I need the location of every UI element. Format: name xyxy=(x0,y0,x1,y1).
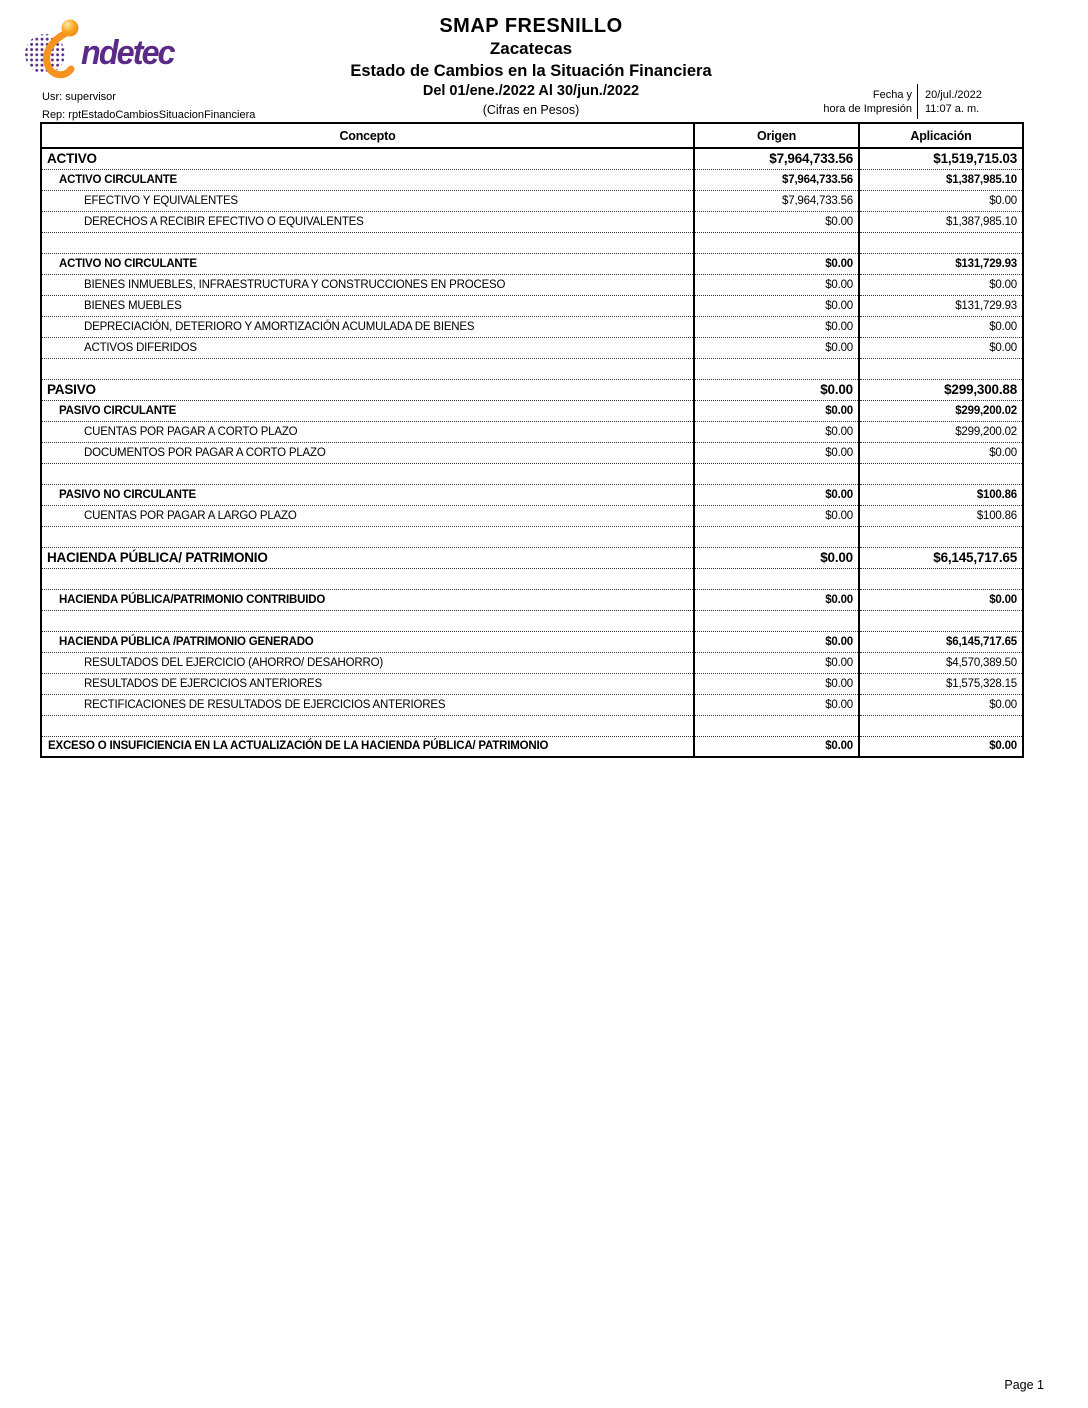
cell-aplicacion: $6,145,717.65 xyxy=(859,547,1023,568)
cell-origen: $0.00 xyxy=(694,211,859,232)
table-row-empty xyxy=(41,526,1023,547)
table-row-empty xyxy=(41,358,1023,379)
cell-origen: $0.00 xyxy=(694,421,859,442)
cell-origen xyxy=(694,232,859,253)
cell-aplicacion xyxy=(859,526,1023,547)
cell-origen: $0.00 xyxy=(694,379,859,400)
cell-origen xyxy=(694,568,859,589)
cell-aplicacion: $131,729.93 xyxy=(859,295,1023,316)
table-row xyxy=(41,295,1023,316)
cell-aplicacion: $0.00 xyxy=(859,442,1023,463)
column-header-aplicacion: Aplicación xyxy=(859,123,1023,148)
cell-aplicacion: $0.00 xyxy=(859,337,1023,358)
table-header-row xyxy=(41,123,1023,148)
cell-origen: $0.00 xyxy=(694,253,859,274)
cell-origen: $0.00 xyxy=(694,400,859,421)
cell-origen: $0.00 xyxy=(694,694,859,715)
cell-concepto: RECTIFICACIONES DE RESULTADOS DE EJERCICIOS ANTERIORES xyxy=(41,694,694,715)
table-row xyxy=(41,148,1023,169)
cell-aplicacion: $0.00 xyxy=(859,736,1023,757)
cell-aplicacion xyxy=(859,568,1023,589)
entity-state: Zacatecas xyxy=(489,39,573,58)
table-row xyxy=(41,484,1023,505)
cell-aplicacion: $131,729.93 xyxy=(859,253,1023,274)
cell-origen: $7,964,733.56 xyxy=(694,190,859,211)
entity-title: SMAP FRESNILLO xyxy=(439,15,623,37)
user-line: Usr: supervisor xyxy=(42,91,116,103)
table-row xyxy=(41,736,1023,757)
cell-origen: $0.00 xyxy=(694,736,859,757)
table-row xyxy=(41,379,1023,400)
cell-origen: $0.00 xyxy=(694,547,859,568)
table-row xyxy=(41,316,1023,337)
page-number: Page 1 xyxy=(1004,1378,1044,1392)
cell-concepto: HACIENDA PÚBLICA/ PATRIMONIO xyxy=(41,547,694,568)
cell-concepto xyxy=(41,358,694,379)
cell-concepto xyxy=(41,715,694,736)
cell-concepto: PASIVO NO CIRCULANTE xyxy=(41,484,694,505)
column-header-origen: Origen xyxy=(694,123,859,148)
table-row xyxy=(41,631,1023,652)
cell-concepto: RESULTADOS DEL EJERCICIO (AHORRO/ DESAHORRO) xyxy=(41,652,694,673)
cell-origen: $0.00 xyxy=(694,337,859,358)
cell-origen: $0.00 xyxy=(694,631,859,652)
table-row xyxy=(41,211,1023,232)
cell-concepto: EFECTIVO Y EQUIVALENTES xyxy=(41,190,694,211)
cell-concepto: RESULTADOS DE EJERCICIOS ANTERIORES xyxy=(41,673,694,694)
cell-concepto xyxy=(41,463,694,484)
cell-aplicacion xyxy=(859,232,1023,253)
table-row-empty xyxy=(41,232,1023,253)
table-row-empty xyxy=(41,715,1023,736)
report-period: Del 01/ene./2022 Al 30/jun./2022 xyxy=(422,82,640,99)
table-row xyxy=(41,442,1023,463)
cell-origen: $0.00 xyxy=(694,316,859,337)
cell-origen: $7,964,733.56 xyxy=(694,169,859,190)
table-row-empty xyxy=(41,463,1023,484)
cell-aplicacion: $299,200.02 xyxy=(859,400,1023,421)
cell-concepto: ACTIVOS DIFERIDOS xyxy=(41,337,694,358)
cell-origen xyxy=(694,463,859,484)
cell-concepto: HACIENDA PÚBLICA/PATRIMONIO CONTRIBUIDO xyxy=(41,589,694,610)
cell-aplicacion: $1,387,985.10 xyxy=(859,169,1023,190)
cell-concepto: EXCESO O INSUFICIENCIA EN LA ACTUALIZACIÓN DE LA HACIENDA PÚBLICA/ PATRIMONIO xyxy=(48,740,549,753)
cell-concepto: CUENTAS POR PAGAR A CORTO PLAZO xyxy=(41,421,694,442)
cell-aplicacion: $0.00 xyxy=(859,316,1023,337)
cell-concepto: CUENTAS POR PAGAR A LARGO PLAZO xyxy=(41,505,694,526)
cell-concepto: PASIVO CIRCULANTE xyxy=(41,400,694,421)
cell-concepto: BIENES MUEBLES xyxy=(41,295,694,316)
table-row xyxy=(41,673,1023,694)
cell-aplicacion: $0.00 xyxy=(859,190,1023,211)
report-table-body xyxy=(41,148,1023,757)
cell-concepto: HACIENDA PÚBLICA /PATRIMONIO GENERADO xyxy=(41,631,694,652)
cell-origen: $7,964,733.56 xyxy=(694,148,859,169)
cell-aplicacion xyxy=(859,715,1023,736)
print-label-divider xyxy=(917,84,918,119)
print-date: 20/jul./2022 xyxy=(925,89,982,101)
cell-aplicacion: $299,300.88 xyxy=(859,379,1023,400)
report-title: Estado de Cambios en la Situación Financiera xyxy=(350,61,712,80)
cell-origen: $0.00 xyxy=(694,505,859,526)
table-row xyxy=(41,169,1023,190)
cell-origen xyxy=(694,610,859,631)
cell-aplicacion: $1,575,328.15 xyxy=(859,673,1023,694)
cell-concepto: DEPRECIACIÓN, DETERIORO Y AMORTIZACIÓN ACUMULADA DE BIENES xyxy=(41,316,694,337)
cell-aplicacion: $100.86 xyxy=(859,505,1023,526)
table-row-empty xyxy=(41,568,1023,589)
table-row xyxy=(41,547,1023,568)
table-row xyxy=(41,274,1023,295)
cell-aplicacion: $6,145,717.65 xyxy=(859,631,1023,652)
cell-origen: $0.00 xyxy=(694,442,859,463)
cell-origen xyxy=(694,715,859,736)
cell-concepto xyxy=(41,568,694,589)
cell-origen xyxy=(694,358,859,379)
table-row xyxy=(41,694,1023,715)
cell-concepto xyxy=(41,610,694,631)
cell-concepto: PASIVO xyxy=(41,379,694,400)
cell-aplicacion: $100.86 xyxy=(859,484,1023,505)
cell-concepto xyxy=(41,526,694,547)
table-row xyxy=(41,421,1023,442)
cell-concepto xyxy=(41,232,694,253)
cell-concepto: BIENES INMUEBLES, INFRAESTRUCTURA Y CONSTRUCCIONES EN PROCESO xyxy=(41,274,694,295)
cell-concepto: ACTIVO NO CIRCULANTE xyxy=(41,253,694,274)
table-row xyxy=(41,190,1023,211)
logo-wordmark: ndetec xyxy=(81,34,174,72)
print-label-line2: hora de Impresión xyxy=(823,103,912,115)
cell-origen xyxy=(694,526,859,547)
cell-concepto: ACTIVO xyxy=(41,148,694,169)
cell-origen: $0.00 xyxy=(694,652,859,673)
cell-aplicacion: $0.00 xyxy=(859,274,1023,295)
cell-aplicacion: $1,387,985.10 xyxy=(859,211,1023,232)
table-row xyxy=(41,589,1023,610)
cell-aplicacion: $299,200.02 xyxy=(859,421,1023,442)
cell-origen: $0.00 xyxy=(694,274,859,295)
report-table xyxy=(40,122,1024,758)
table-row-empty xyxy=(41,610,1023,631)
table-row xyxy=(41,400,1023,421)
print-datetime-value xyxy=(925,88,982,116)
cell-aplicacion xyxy=(859,358,1023,379)
cell-origen: $0.00 xyxy=(694,295,859,316)
table-row xyxy=(41,505,1023,526)
print-datetime-label xyxy=(780,88,912,116)
print-time: 11:07 a. m. xyxy=(925,103,980,115)
column-header-concepto: Concepto xyxy=(41,123,694,148)
cell-concepto: DERECHOS A RECIBIR EFECTIVO O EQUIVALENTES xyxy=(41,211,694,232)
cell-origen: $0.00 xyxy=(694,589,859,610)
cell-origen: $0.00 xyxy=(694,673,859,694)
cell-origen: $0.00 xyxy=(694,484,859,505)
table-row xyxy=(41,652,1023,673)
table-row xyxy=(41,337,1023,358)
report-units: (Cifras en Pesos) xyxy=(482,102,580,117)
print-label-line1: Fecha y xyxy=(872,89,912,101)
cell-aplicacion: $0.00 xyxy=(859,694,1023,715)
cell-aplicacion: $4,570,389.50 xyxy=(859,652,1023,673)
cell-aplicacion xyxy=(859,610,1023,631)
cell-aplicacion: $0.00 xyxy=(859,589,1023,610)
cell-concepto: DOCUMENTOS POR PAGAR A CORTO PLAZO xyxy=(41,442,694,463)
report-id-line: Rep: rptEstadoCambiosSituacionFinanciera xyxy=(42,109,256,121)
cell-aplicacion xyxy=(859,463,1023,484)
cell-concepto: ACTIVO CIRCULANTE xyxy=(41,169,694,190)
table-row xyxy=(41,253,1023,274)
cell-aplicacion: $1,519,715.03 xyxy=(859,148,1023,169)
